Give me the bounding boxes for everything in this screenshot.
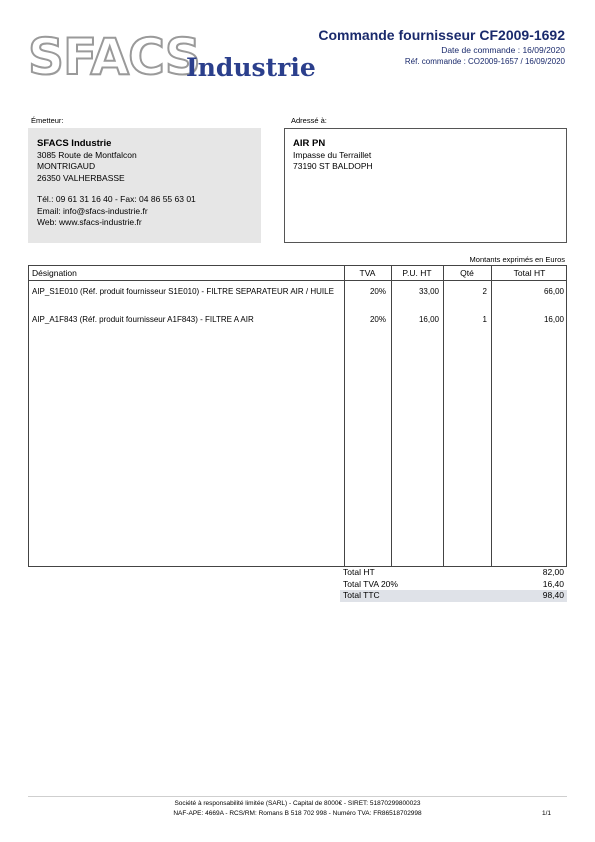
footer-registration-line: NAF-APE: 4669A - RCS/RM: Romans B 518 702 998 - Numéro TVA: FR86518702998 xyxy=(173,810,422,817)
recipient-label: Adressé à: xyxy=(291,116,327,125)
recipient-block xyxy=(284,128,567,243)
emitter-name: SFACS Industrie xyxy=(37,138,112,149)
cell-total: 66,00 xyxy=(543,287,564,296)
column-header-vat: TVA xyxy=(359,268,376,278)
emitter-email: Email: info@sfacs-industrie.fr xyxy=(37,205,148,216)
cell-qty: 2 xyxy=(482,287,487,296)
emitter-website: Web: www.sfacs-industrie.fr xyxy=(37,217,142,227)
total-ttc-value: 98,40 xyxy=(542,590,564,600)
footer-divider xyxy=(28,796,567,797)
company-logo xyxy=(28,30,318,90)
cell-designation: AIP_S1E010 (Réf. produit fournisseur S1E010) - FILTRE SEPARATEUR AIR / HUILE xyxy=(32,287,334,296)
emitter-label: Émetteur: xyxy=(31,116,64,125)
total-ht-value: 82,00 xyxy=(542,567,564,577)
recipient-address-line: Impasse du Terraillet xyxy=(293,149,372,160)
cell-unit-price: 33,00 xyxy=(418,287,439,296)
totals-block xyxy=(340,567,567,602)
order-lines-table xyxy=(28,265,567,567)
emitter-phone: Tél.: 09 61 31 16 40 - Fax: 04 86 55 63 01 xyxy=(37,194,196,204)
cell-unit-price: 16,00 xyxy=(418,315,439,324)
column-header-qty: Qté xyxy=(460,268,474,278)
cell-designation: AIP_A1F843 (Réf. produit fournisseur A1F843) - FILTRE A AIR xyxy=(32,315,254,324)
cell-vat: 20% xyxy=(369,315,386,324)
page-number: 1/1 xyxy=(541,810,551,817)
total-ttc-row xyxy=(340,590,567,602)
total-ht-label: Total HT xyxy=(343,567,375,577)
order-date: Date de commande : 16/09/2020 xyxy=(441,45,565,55)
order-reference: Réf. commande : CO2009-1657 / 16/09/2020 xyxy=(404,57,565,66)
total-ttc-label: Total TTC xyxy=(343,590,380,600)
currency-note: Montants exprimés en Euros xyxy=(469,255,565,264)
emitter-address-line: MONTRIGAUD xyxy=(37,161,96,171)
cell-qty: 1 xyxy=(482,315,487,324)
emitter-address-line: 26350 VALHERBASSE xyxy=(37,172,125,183)
document-title: Commande fournisseur CF2009-1692 xyxy=(318,27,565,43)
emitter-address-line: 3085 Route de Montfalcon xyxy=(37,149,137,160)
column-header-total: Total HT xyxy=(513,268,546,278)
total-tva-row xyxy=(340,579,567,591)
cell-total: 16,00 xyxy=(543,315,564,324)
footer-legal-line: Société à responsabilité limitée (SARL) - Capital de 8000€ - SIRET: 51870299800023 xyxy=(174,800,421,807)
total-ht-row xyxy=(340,567,567,579)
column-header-designation: Désignation xyxy=(32,268,77,278)
cell-vat: 20% xyxy=(369,287,386,296)
total-tva-label: Total TVA 20% xyxy=(343,578,398,589)
logo-subtitle: Industrie xyxy=(186,53,316,82)
recipient-address-line: 73190 ST BALDOPH xyxy=(293,161,373,171)
emitter-block xyxy=(28,128,261,243)
logo-brand: SFACS xyxy=(28,28,200,86)
total-tva-value: 16,40 xyxy=(542,578,564,589)
column-header-unit-price: P.U. HT xyxy=(402,268,432,278)
recipient-name: AIR PN xyxy=(293,138,326,149)
